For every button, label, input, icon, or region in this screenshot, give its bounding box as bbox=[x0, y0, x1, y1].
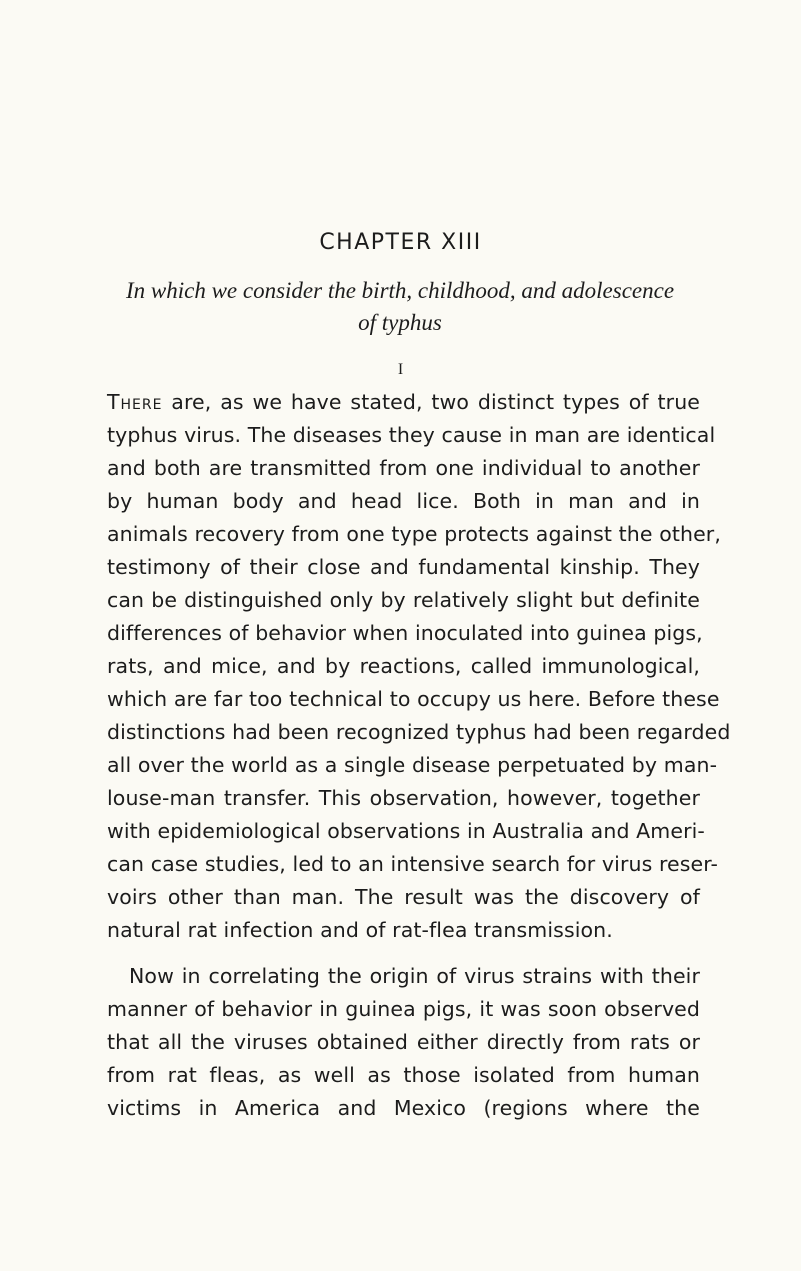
opening-word: There bbox=[107, 390, 163, 414]
text-line: and both are transmitted from one individual to another bbox=[107, 456, 700, 480]
text-line: victims in America and Mexico (regions where the bbox=[107, 1096, 700, 1120]
text-line: by human body and head lice. Both in man and in bbox=[107, 489, 700, 513]
text-line: Now in correlating the origin of virus strains with their bbox=[129, 964, 700, 988]
text-line: with epidemiological observations in Australia and Ameri- bbox=[107, 819, 705, 843]
line-text: are, as we have stated, two distinct types of true bbox=[162, 390, 700, 414]
text-line: voirs other than man. The result was the discovery of bbox=[107, 885, 700, 909]
text-line: differences of behavior when inoculated into guinea pigs, bbox=[107, 621, 703, 645]
text-line: louse-man transfer. This observation, however, together bbox=[107, 786, 700, 810]
chapter-subtitle bbox=[110, 275, 690, 339]
text-line: which are far too technical to occupy us here. Before these bbox=[107, 687, 720, 711]
subtitle-line: of typhus bbox=[358, 310, 442, 335]
text-line: testimony of their close and fundamental kinship. They bbox=[107, 555, 700, 579]
text-line: rats, and mice, and by reactions, called immunological, bbox=[107, 654, 700, 678]
text-line: all over the world as a single disease perpetuated by man- bbox=[107, 753, 718, 777]
paragraph-1 bbox=[107, 386, 731, 947]
text-line: typhus virus. The diseases they cause in man are identical bbox=[107, 423, 716, 447]
text-line: that all the viruses obtained either directly from rats or bbox=[107, 1030, 700, 1054]
text-line: natural rat infection and of rat-flea transmission. bbox=[107, 918, 613, 942]
text-line: can be distinguished only by relatively slight but definite bbox=[107, 588, 700, 612]
text-line: distinctions had been recognized typhus had been regarded bbox=[107, 720, 731, 744]
text-line: can case studies, led to an intensive search for virus reser- bbox=[107, 852, 718, 876]
text-line: manner of behavior in guinea pigs, it was soon observed bbox=[107, 997, 700, 1021]
text-line: from rat fleas, as well as those isolated from human bbox=[107, 1063, 700, 1087]
subtitle-line: In which we consider the birth, childhood, and adolescence bbox=[125, 278, 675, 303]
text-line: animals recovery from one type protects against the other, bbox=[107, 522, 721, 546]
chapter-heading: CHAPTER XIII bbox=[319, 230, 482, 255]
text-line bbox=[107, 386, 700, 419]
section-number: I bbox=[397, 361, 404, 378]
paragraph-2 bbox=[107, 960, 700, 1125]
